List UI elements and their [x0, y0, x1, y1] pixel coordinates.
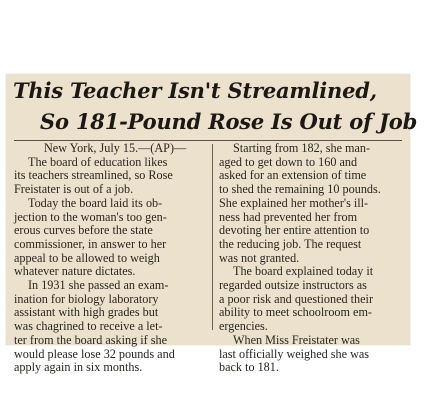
article-line: apply again in six months.: [14, 360, 143, 375]
article-line: appeal to be allowed to weigh: [14, 250, 160, 265]
article-line: New York, July 15.—(AP)—: [44, 141, 187, 155]
headline-line-2: So 181-Pound Rose Is Out of Job: [40, 109, 418, 134]
article-line: jection to the woman's too gen-: [14, 209, 167, 224]
article-column-left: [14, 142, 208, 375]
article-line: ness had prevented her from: [219, 209, 358, 224]
article-line: The board explained today it: [233, 264, 374, 279]
article-line: ter from the board asking if she: [14, 332, 167, 347]
column-divider: [212, 144, 213, 330]
article-line: asked for an extension of time: [219, 168, 367, 183]
article-line: its teachers streamlined, so Rose: [14, 168, 173, 183]
article-line: was chagrined to receive a let-: [14, 319, 163, 334]
article-line: ergencies.: [219, 319, 268, 334]
article-line: Freistater is out of a job.: [14, 182, 134, 197]
article-line: She explained her mother's ill-: [219, 195, 369, 210]
article-line: ability to meet schoolroom em-: [219, 305, 372, 320]
article-column-right: [219, 142, 413, 375]
article-line: aged to get down to 160 and: [219, 154, 358, 169]
article-line: commissioner, in answer to her: [14, 236, 167, 251]
article-line: was not granted.: [219, 250, 300, 265]
article-line: to shed the remaining 10 pounds.: [219, 182, 381, 197]
article-line: In 1931 she passed an exam-: [28, 278, 169, 293]
article-line: regarded outsize instructors as: [219, 278, 367, 293]
article-line: would please lose 32 pounds and: [14, 346, 175, 361]
article-line: The board of education likes: [28, 154, 168, 169]
article-line: last officially weighed she was: [219, 346, 370, 361]
article-line: assistant with high grades but: [14, 305, 159, 320]
article-line: Today the board laid its ob-: [28, 195, 163, 210]
article-line: erous curves before the state: [14, 223, 153, 238]
article-line: a poor risk and questioned their: [219, 291, 373, 306]
article-line: When Miss Freistater was: [233, 332, 360, 347]
article-line: ination for biology laboratory: [14, 291, 159, 306]
article-line: Starting from 182, she man-: [233, 141, 371, 155]
headline-line-1: This Teacher Isn't Streamlined,: [13, 78, 377, 103]
article-line: back to 181.: [219, 360, 279, 375]
article-line: devoting her entire attention to: [219, 223, 370, 238]
article-line: whatever nature dictates.: [14, 264, 136, 279]
article-line: the reducing job. The request: [219, 236, 362, 251]
newspaper-clipping: [6, 74, 418, 375]
